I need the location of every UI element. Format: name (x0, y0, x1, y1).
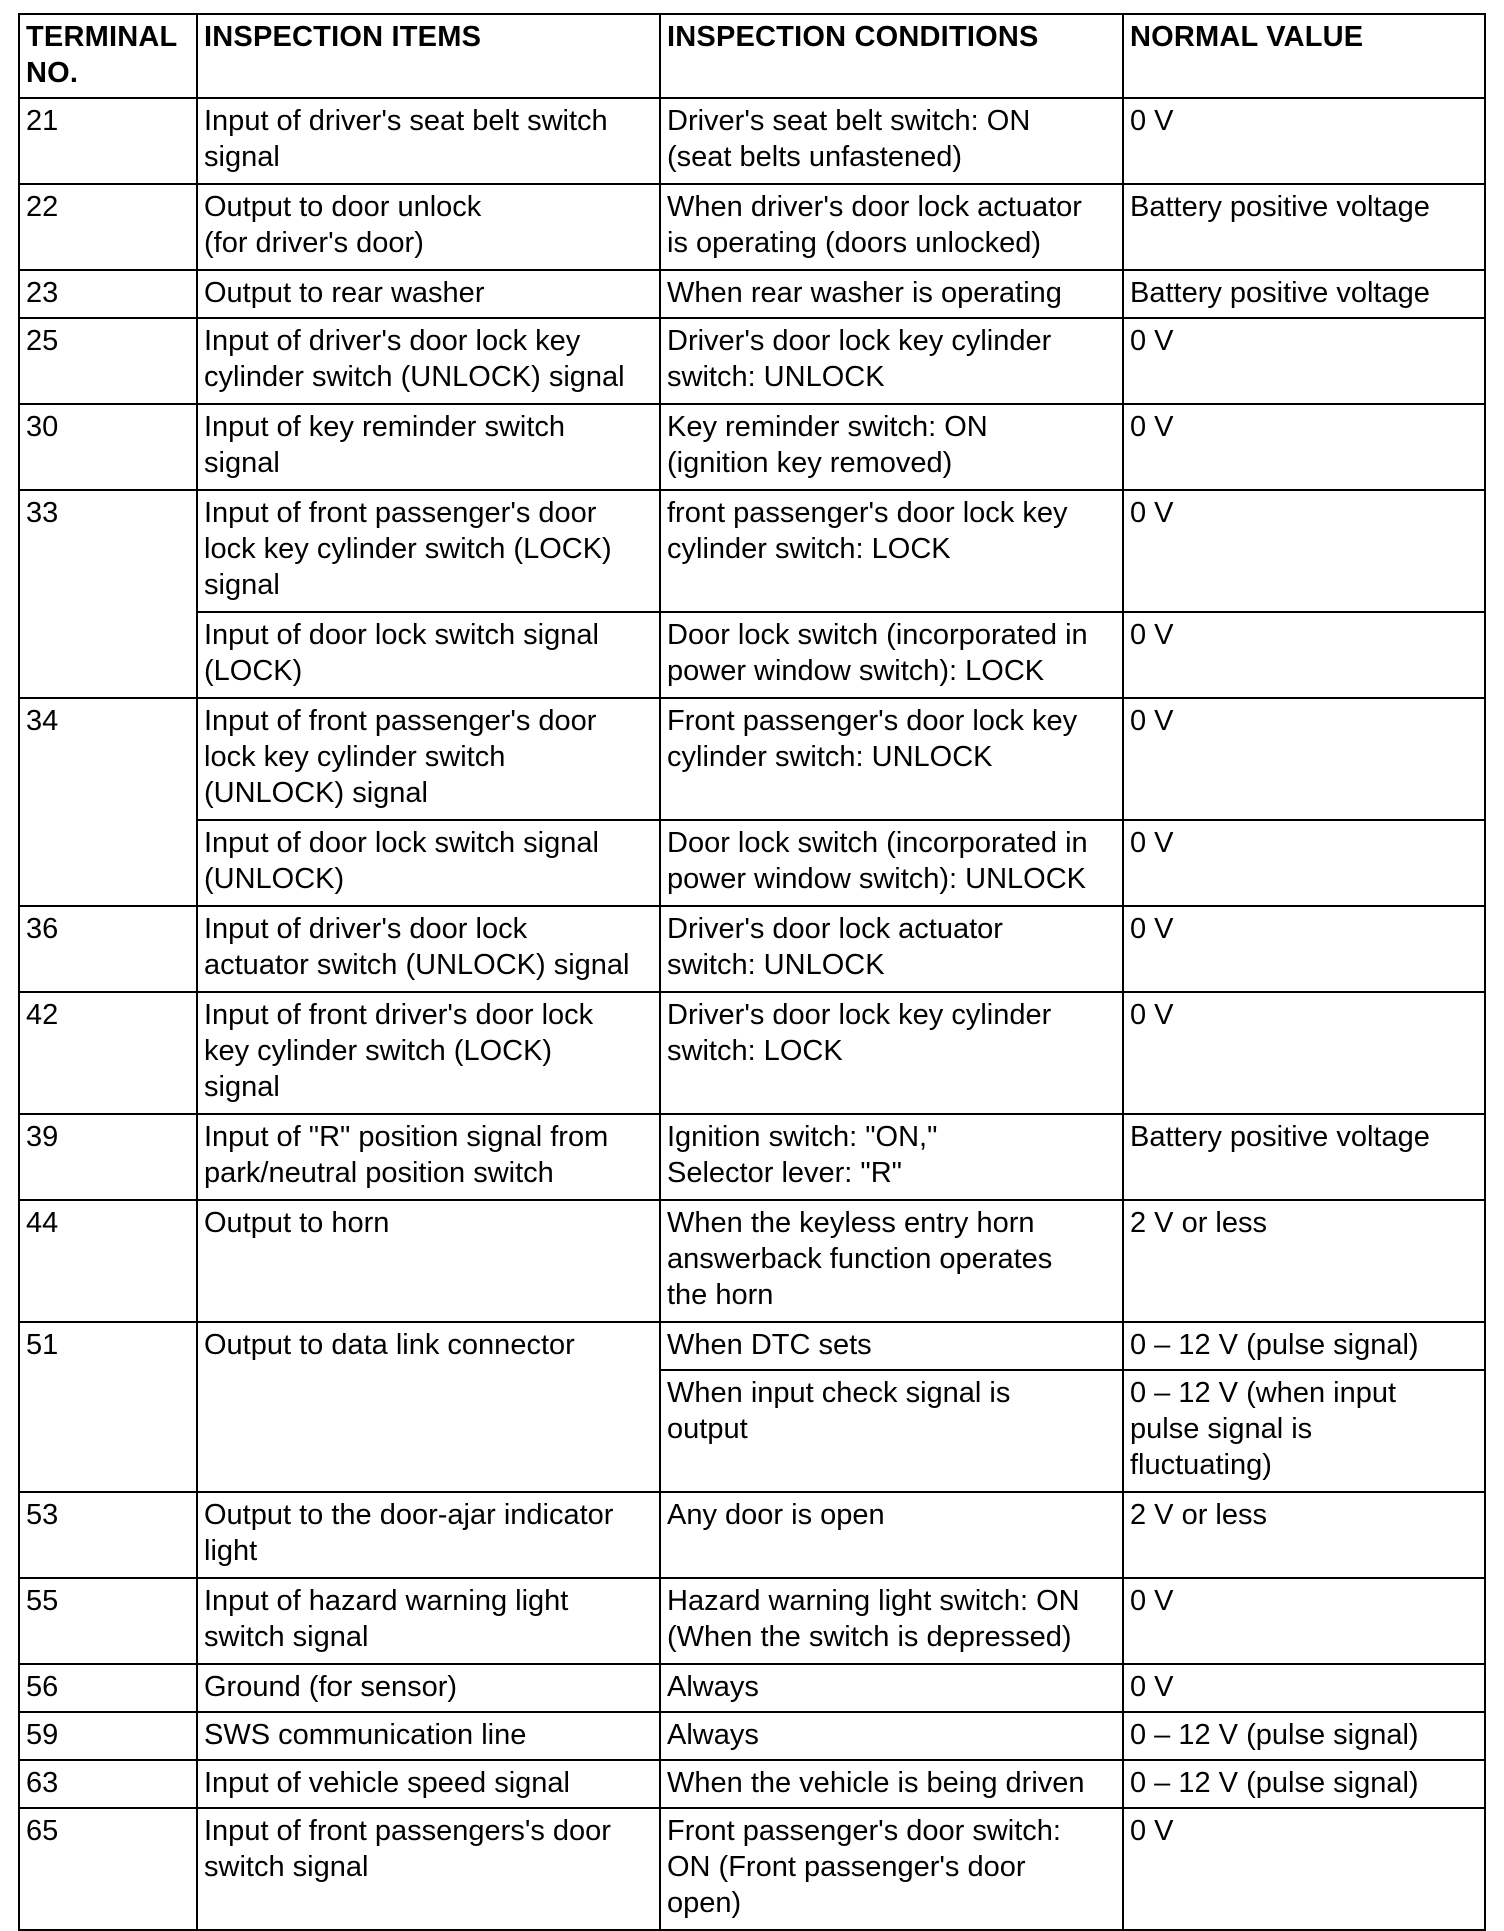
table-row (19, 992, 1485, 1114)
terminal-cell: 30 (19, 404, 197, 490)
condition-cell: Hazard warning light switch: ON (When the switch is depressed) (660, 1578, 1123, 1664)
table-row (19, 1322, 1485, 1370)
item-cell: Input of driver's door lock key cylinder switch (UNLOCK) signal (197, 318, 660, 404)
terminal-cell: 55 (19, 1578, 197, 1664)
terminal-cell: 42 (19, 992, 197, 1114)
item-cell: Input of door lock switch signal (UNLOCK) (197, 820, 660, 906)
condition-cell: Driver's seat belt switch: ON (seat belts unfastened) (660, 98, 1123, 184)
terminal-cell: 65 (19, 1808, 197, 1930)
value-cell: 2 V or less (1123, 1492, 1485, 1578)
value-cell: 0 V (1123, 612, 1485, 698)
condition-cell: Ignition switch: "ON," Selector lever: "R" (660, 1114, 1123, 1200)
table-row (19, 490, 1485, 612)
value-cell: 0 – 12 V (pulse signal) (1123, 1322, 1485, 1370)
terminal-cell: 23 (19, 270, 197, 318)
condition-cell: Always (660, 1664, 1123, 1712)
terminal-cell: 63 (19, 1760, 197, 1808)
condition-cell: Driver's door lock key cylinder switch: UNLOCK (660, 318, 1123, 404)
condition-cell: front passenger's door lock key cylinder switch: LOCK (660, 490, 1123, 612)
header-inspection-conditions: INSPECTION CONDITIONS (660, 14, 1123, 98)
terminal-cell: 51 (19, 1322, 197, 1492)
table-row (19, 1760, 1485, 1808)
table-row (19, 1114, 1485, 1200)
condition-cell: When the vehicle is being driven (660, 1760, 1123, 1808)
table-row (19, 1664, 1485, 1712)
table-row (19, 1200, 1485, 1322)
condition-cell: When DTC sets (660, 1322, 1123, 1370)
item-cell: Output to data link connector (197, 1322, 660, 1492)
item-cell: Input of key reminder switch signal (197, 404, 660, 490)
condition-cell: Any door is open (660, 1492, 1123, 1578)
value-cell: 0 V (1123, 490, 1485, 612)
value-cell: 0 – 12 V (when input pulse signal is fluctuating) (1123, 1370, 1485, 1492)
item-cell: Input of door lock switch signal (LOCK) (197, 612, 660, 698)
value-cell: 0 V (1123, 992, 1485, 1114)
terminal-cell: 56 (19, 1664, 197, 1712)
table-row (19, 906, 1485, 992)
value-cell: 0 V (1123, 98, 1485, 184)
item-cell: Input of driver's seat belt switch signal (197, 98, 660, 184)
table-row (19, 1808, 1485, 1930)
item-cell: SWS communication line (197, 1712, 660, 1760)
value-cell: 0 V (1123, 698, 1485, 820)
item-cell: Input of vehicle speed signal (197, 1760, 660, 1808)
table-row (19, 184, 1485, 270)
terminal-cell: 33 (19, 490, 197, 698)
item-cell: Input of front passenger's door lock key cylinder switch (UNLOCK) signal (197, 698, 660, 820)
value-cell: 0 – 12 V (pulse signal) (1123, 1712, 1485, 1760)
inspection-table (18, 13, 1486, 1931)
table-row (19, 270, 1485, 318)
value-cell: 0 V (1123, 318, 1485, 404)
condition-cell: Driver's door lock key cylinder switch: LOCK (660, 992, 1123, 1114)
header-row (19, 14, 1485, 98)
value-cell: Battery positive voltage (1123, 270, 1485, 318)
item-cell: Output to the door-ajar indicator light (197, 1492, 660, 1578)
condition-cell: Front passenger's door lock key cylinder switch: UNLOCK (660, 698, 1123, 820)
terminal-cell: 39 (19, 1114, 197, 1200)
terminal-cell: 53 (19, 1492, 197, 1578)
value-cell: 0 V (1123, 820, 1485, 906)
item-cell: Input of "R" position signal from park/neutral position switch (197, 1114, 660, 1200)
value-cell: 0 – 12 V (pulse signal) (1123, 1760, 1485, 1808)
item-cell: Input of front passenger's door lock key cylinder switch (LOCK) signal (197, 490, 660, 612)
table-row (19, 318, 1485, 404)
item-cell: Output to rear washer (197, 270, 660, 318)
condition-cell: When driver's door lock actuator is operating (doors unlocked) (660, 184, 1123, 270)
terminal-cell: 34 (19, 698, 197, 906)
condition-cell: Door lock switch (incorporated in power window switch): UNLOCK (660, 820, 1123, 906)
header-inspection-items: INSPECTION ITEMS (197, 14, 660, 98)
terminal-cell: 36 (19, 906, 197, 992)
value-cell: Battery positive voltage (1123, 1114, 1485, 1200)
item-cell: Output to horn (197, 1200, 660, 1322)
table-row (19, 820, 1485, 906)
value-cell: 0 V (1123, 1578, 1485, 1664)
header-normal-value: NORMAL VALUE (1123, 14, 1485, 98)
condition-cell: When input check signal is output (660, 1370, 1123, 1492)
terminal-cell: 44 (19, 1200, 197, 1322)
item-cell: Input of front passengers's door switch signal (197, 1808, 660, 1930)
table-row (19, 1712, 1485, 1760)
value-cell: 2 V or less (1123, 1200, 1485, 1322)
terminal-cell: 22 (19, 184, 197, 270)
item-cell: Input of front driver's door lock key cylinder switch (LOCK) signal (197, 992, 660, 1114)
inspection-document (18, 13, 1486, 1931)
condition-cell: Door lock switch (incorporated in power window switch): LOCK (660, 612, 1123, 698)
value-cell: Battery positive voltage (1123, 184, 1485, 270)
condition-cell: When the keyless entry horn answerback function operates the horn (660, 1200, 1123, 1322)
table-row (19, 1492, 1485, 1578)
table-row (19, 404, 1485, 490)
item-cell: Input of driver's door lock actuator switch (UNLOCK) signal (197, 906, 660, 992)
table-row (19, 98, 1485, 184)
terminal-cell: 21 (19, 98, 197, 184)
condition-cell: Always (660, 1712, 1123, 1760)
condition-cell: Front passenger's door switch: ON (Front passenger's door open) (660, 1808, 1123, 1930)
item-cell: Ground (for sensor) (197, 1664, 660, 1712)
value-cell: 0 V (1123, 1664, 1485, 1712)
item-cell: Output to door unlock (for driver's door) (197, 184, 660, 270)
item-cell: Input of hazard warning light switch signal (197, 1578, 660, 1664)
table-row (19, 612, 1485, 698)
value-cell: 0 V (1123, 404, 1485, 490)
value-cell: 0 V (1123, 1808, 1485, 1930)
table-row (19, 698, 1485, 820)
condition-cell: Key reminder switch: ON (ignition key removed) (660, 404, 1123, 490)
terminal-cell: 25 (19, 318, 197, 404)
table-row (19, 1578, 1485, 1664)
condition-cell: When rear washer is operating (660, 270, 1123, 318)
terminal-cell: 59 (19, 1712, 197, 1760)
value-cell: 0 V (1123, 906, 1485, 992)
header-terminal-no: TERMINAL NO. (19, 14, 197, 98)
condition-cell: Driver's door lock actuator switch: UNLOCK (660, 906, 1123, 992)
